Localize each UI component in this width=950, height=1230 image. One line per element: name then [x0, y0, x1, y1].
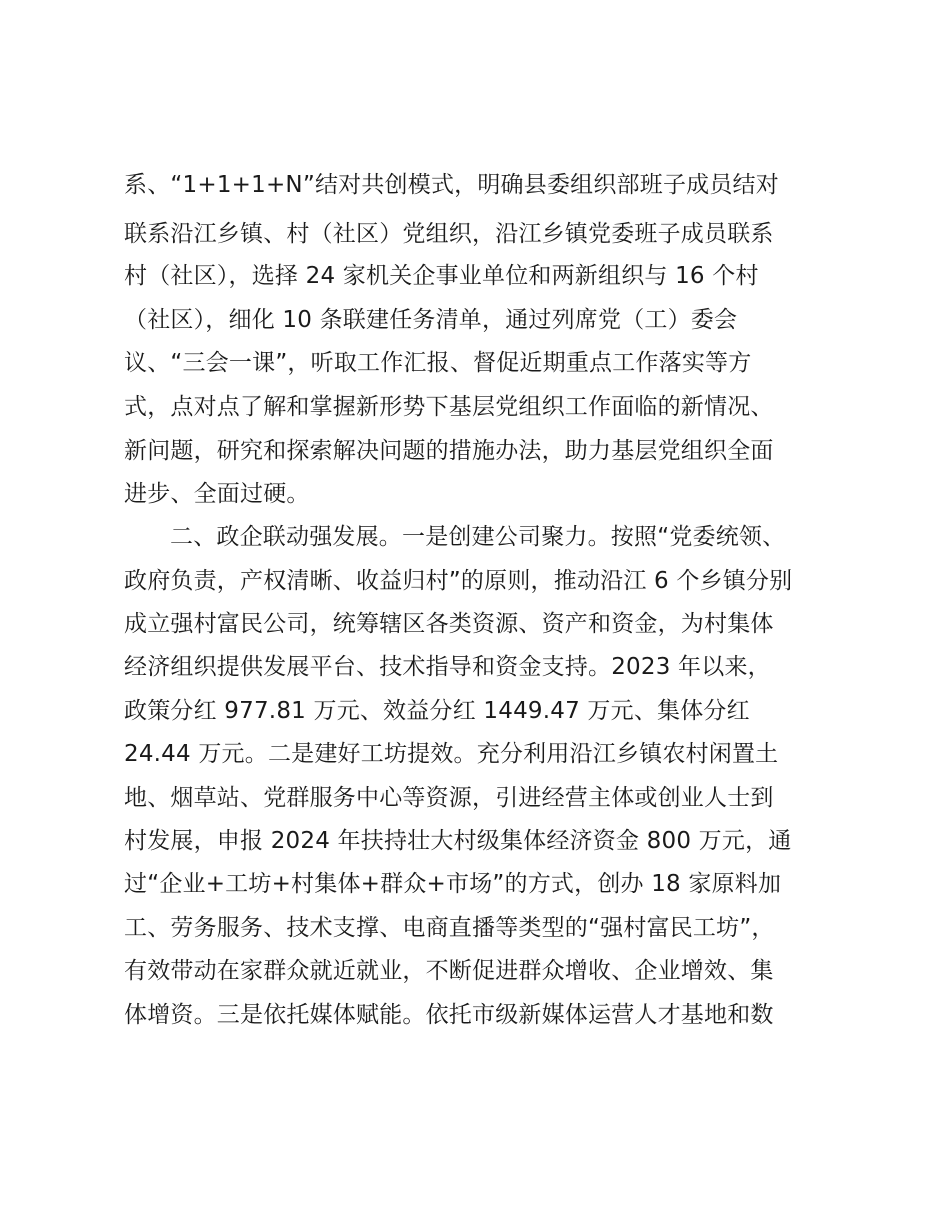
- body-text-line: 有效带动在家群众就近就业，不断促进群众增收、企业增效、集: [124, 958, 774, 984]
- body-text-line: 式，点对点了解和掌握新形势下基层党组织工作面临的新情况、: [124, 394, 774, 420]
- body-text-line: 新问题，研究和探索解决问题的措施办法，助力基层党组织全面: [124, 438, 774, 464]
- body-text-line: 经济组织提供发展平台、技术指导和资金支持。2023 年以来，: [124, 654, 771, 680]
- body-text-line: 政策分红 977.81 万元、效益分红 1449.47 万元、集体分红: [124, 698, 750, 724]
- body-text-line: 体增资。三是依托媒体赋能。依托市级新媒体运营人才基地和数: [124, 1002, 774, 1028]
- body-text-line: 村（社区），选择 24 家机关企事业单位和两新组织与 16 个村: [124, 263, 759, 289]
- body-text-line: 议、“三会一课”，听取工作汇报、督促近期重点工作落实等方: [124, 350, 752, 376]
- body-text-line: 过“企业+工坊+村集体+群众+市场”的方式，创办 18 家原料加: [124, 871, 782, 897]
- body-text-line: 工、劳务服务、技术支撑、电商直播等类型的“强村富民工坊”，: [124, 915, 775, 941]
- body-text-line: 村发展，申报 2024 年扶持壮大村级集体经济资金 800 万元，通: [124, 828, 792, 854]
- body-text-line: 联系沿江乡镇、村（社区）党组织，沿江乡镇党委班子成员联系: [124, 221, 774, 247]
- body-text-line: 政府负责，产权清晰、收益归村”的原则，推动沿江 6 个乡镇分别: [124, 568, 793, 594]
- paragraph-first-line: 二、政企联动强发展。一是创建公司聚力。按照“党委统领、: [170, 524, 786, 550]
- body-text-line: 成立强村富民公司，统筹辖区各类资源、资产和资金，为村集体: [124, 611, 774, 637]
- body-text-line: 系、“1+1+1+N”结对共创模式，明确县委组织部班子成员结对: [124, 172, 779, 198]
- body-text-line: （社区），细化 10 条联建任务清单，通过列席党（工）委会: [124, 307, 738, 333]
- body-text-line: 进步、全面过硬。: [124, 481, 310, 507]
- body-text-line: 地、烟草站、党群服务中心等资源，引进经营主体或创业人士到: [124, 785, 774, 811]
- body-text-line: 24.44 万元。二是建好工坊提效。充分利用沿江乡镇农村闲置土: [124, 741, 779, 767]
